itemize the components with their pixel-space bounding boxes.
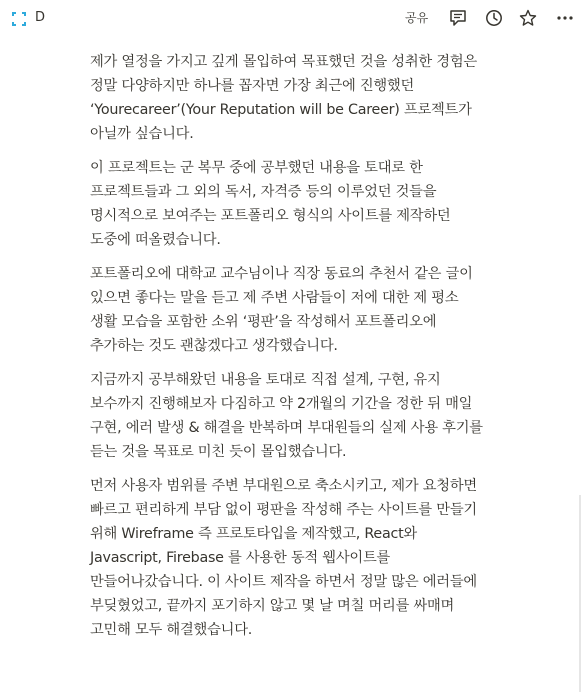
comment-icon[interactable] (449, 9, 467, 27)
paragraph[interactable]: 포트폴리오에 대학교 교수님이나 직장 동료의 추천서 같은 글이 있으면 좋다는 말을 듣고 제 주변 사람들이 저에 대한 제 평소 생활 모습을 포함한 소위 ‘평판’을 작성해서 포트폴리오에 추가하는 것도 괜찮겠다고 생각했습니다. (90, 266, 473, 354)
history-icon[interactable] (485, 9, 503, 27)
top-bar (0, 0, 581, 36)
more-icon[interactable] (556, 9, 574, 27)
paragraph[interactable]: 지금까지 공부해왔던 내용을 토대로 직접 설계, 구현, 유지 보수까지 진행해보자 다짐하고 약 2개월의 기간을 정한 뒤 매일 구현, 에러 발생 & 해결을 반복하며 부대원들의 실제 사용 후기를 듣는 것을 목표로 미친 듯이 몰입했습니다. (90, 372, 483, 460)
share-button[interactable]: 공유 (405, 11, 429, 25)
paragraph[interactable]: 먼저 사용자 범위를 주변 부대원으로 축소시키고, 제가 요청하면 빠르고 편리하게 부담 없이 평판을 작성해 주는 사이트를 만들기 위해 Wireframe 즉 프로토타입을 제작했고, React와 Javascript, Firebase 를 사용한 동적 웹사이트를 만들어나갔습니다. 이 사이트 제작을 하면서 정말 많은 에러들에 부딪혔었고, 끝까지 포기하지 않고 몇 날 며칠 머리를 싸매며 고민해 모두 해결했습니다. (90, 478, 477, 638)
star-icon[interactable] (519, 9, 537, 27)
page-icon[interactable] (12, 11, 26, 25)
paragraph[interactable]: 제가 열정을 가지고 깊게 몰입하여 목표했던 것을 성취한 경험은 정말 다양하지만 하나를 꼽자면 가장 최근에 진행했던 ‘Yourecareer’(Your Reputation will be Career) 프로젝트가 아닐까 싶습니다. (90, 54, 477, 142)
page-content (90, 50, 485, 652)
page-title[interactable]: D (35, 10, 46, 25)
paragraph[interactable]: 이 프로젝트는 군 복무 중에 공부했던 내용을 토대로 한 프로젝트들과 그 외의 독서, 자격증 등의 이루었던 것들을 명시적으로 보여주는 포트폴리오 형식의 사이트를 제작하던 도중에 떠올렸습니다. (90, 160, 451, 248)
